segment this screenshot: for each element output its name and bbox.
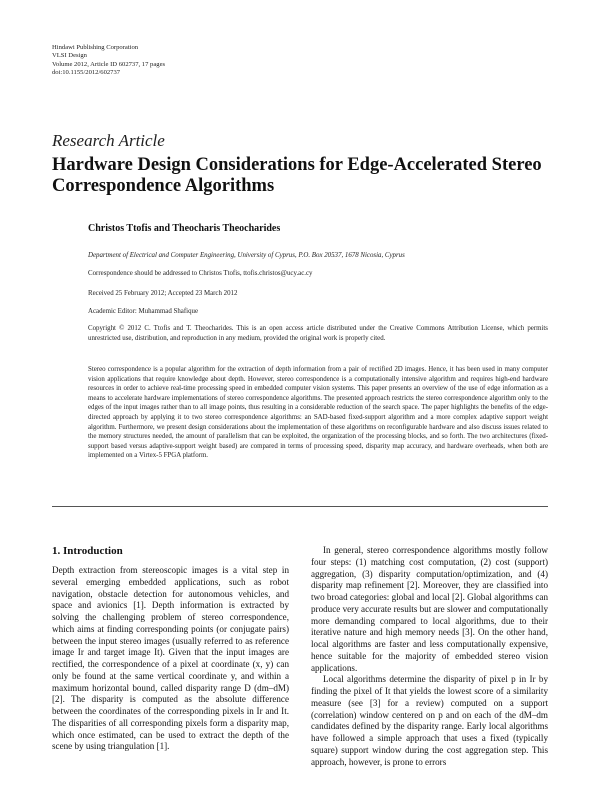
body-paragraph: In general, stereo correspondence algorithms mostly follow four steps: (1) matching cost computation, (2) cost (support) aggregation, (3) disparity computation/optimization, and (4) disparity map refinement [2]. Moreover, they are classified into two broad categories: global and local [2]. Global algorithms can produce very accurate results but are slower and computationally more demanding compared to local algorithms, due to their iterative nature and high memory needs [3]. On the other hand, local algorithms are faster and less computationally expensive, hence suitable for the majority of embedded stereo vision applications.: [311, 545, 548, 673]
left-column: [52, 565, 289, 753]
abstract: Stereo correspondence is a popular algorithm for the extraction of depth information from a pair of rectified 2D images. Hence, it has been used in many computer vision applications that require knowledge about depth. However, stereo correspondence is a computationally intensive algorithm and requires high-end hardware resources in order to achieve real-time processing speed in embedded computer vision systems. This paper presents an overview of the use of edge information as a means to accelerate hardware implementations of stereo correspondence algorithms. The presented approach restricts the stereo correspondence algorithm only to the edges of the input images rather than to all image points, thus resulting in a considerable reduction of the search space. The paper highlights the benefits of the edge-directed approach by applying it to two stereo correspondence algorithms: an SAD-based fixed-support algorithm and a more complex adaptive support weight algorithm. Furthermore, we present design considerations about the implementation of these algorithms on reconfigurable hardware and also discuss issues related to the memory structures needed, the amount of parallelism that can be exploited, the organization of the processing blocks, and so forth. The two architectures (fixed-support based versus adaptive-support weight based) are compared in terms of processing speed, disparity map accuracy, and hardware overheads, when both are implemented on a Virtex-5 FPGA platform.: [88, 366, 548, 460]
section-divider: [52, 506, 548, 507]
section-heading: 1. Introduction: [52, 545, 123, 557]
copyright-notice: Copyright © 2012 C. Ttofis and T. Theocharides. This is an open access article distributed under the Creative Commons Attribution License, which permits unrestricted use, distribution, and reproduction in any medium, provided the original work is properly cited.: [88, 325, 548, 342]
authors: Christos Ttofis and Theocharis Theocharides: [88, 223, 281, 234]
body-paragraph: Depth extraction from stereoscopic images is a vital step in several emerging embedded applications, such as robot navigation, obstacle detection for autonomous vehicles, and space and avionics [1]. Depth information is extracted by solving the challenging problem of stereo correspondence, which aims at finding corresponding points (or conjugate pairs) between the input stereo images (usually referred to as reference image Ir and target image It). Given that the input images are rectified, the correspondence of a pixel at coordinate (x, y) can only be found at the same vertical coordinate y, and within a maximum horizontal bound, called disparity range D (dm–dM) [2]. The disparity is computed as the absolute difference between the coordinates of the corresponding pixels in Ir and It. The disparities of all corresponding pixels form a disparity map, which once estimated, can be used to extract the depth of the scene by using triangulation [1].: [52, 565, 289, 752]
article-type: Research Article: [52, 131, 165, 150]
academic-editor: Academic Editor: Muhammad Shafique: [88, 308, 199, 315]
volume-info: Volume 2012, Article ID 602737, 17 pages: [52, 60, 166, 68]
affiliation: Department of Electrical and Computer Engineering, University of Cyprus, P.O. Box 20537, 1678 Nicosia, Cyprus: [88, 252, 405, 259]
correspondence: Correspondence should be addressed to Christos Ttofis, ttofis.christos@ucy.ac.cy: [88, 270, 313, 277]
body-paragraph: Local algorithms determine the disparity of pixel p in Ir by finding the pixel of It that yields the lowest score of a similarity measure (see [3] for a review) computed on a support (correlation) window centered on p and on each of the dM–dm candidates defined by the disparity range. Early local algorithms have followed a simple approach that uses a fixed (typically square) support window during the cost aggregation step. This approach, however, is prone to errors: [311, 674, 548, 767]
journal-name: VLSI Design: [52, 52, 87, 60]
right-column: [311, 545, 548, 768]
publisher: Hindawi Publishing Corporation: [52, 44, 139, 51]
paper-title: Hardware Design Considerations for Edge-Accelerated Stereo Correspondence Algorithms: [52, 155, 542, 196]
doi: doi:10.1155/2012/602737: [52, 69, 121, 77]
dates: Received 25 February 2012; Accepted 23 March 2012: [88, 290, 238, 297]
publication-info: [52, 44, 165, 78]
